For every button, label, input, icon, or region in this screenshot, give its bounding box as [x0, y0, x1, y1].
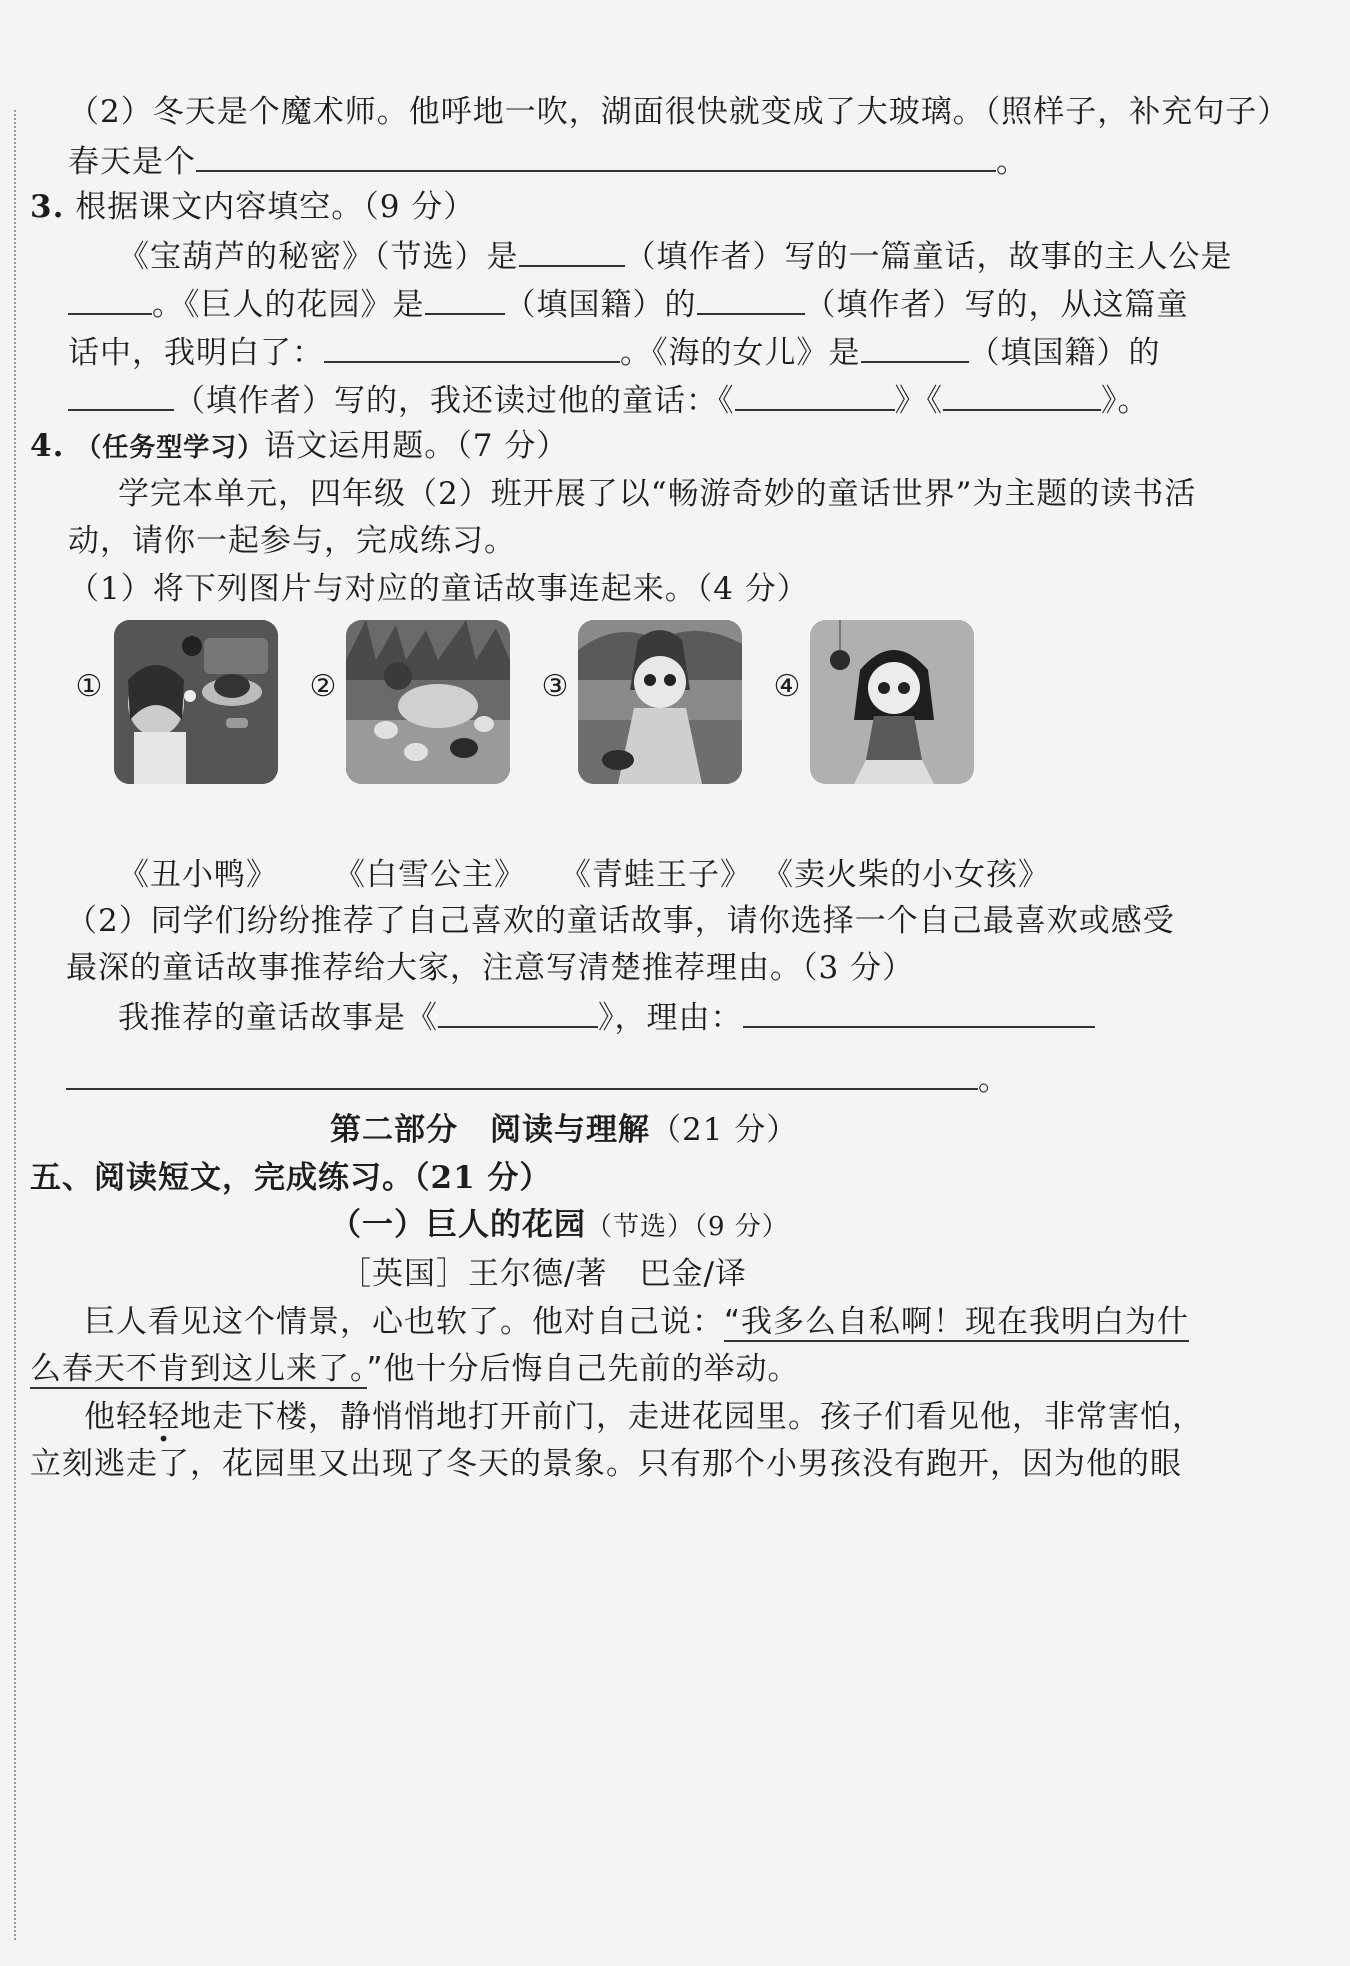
- pic-label-3: ③: [541, 669, 569, 704]
- underlined-quote: “我多么自私啊！现在我明白为什: [724, 1304, 1190, 1340]
- passage-author: ［英国］王尔德/著 巴金/译: [340, 1256, 747, 1292]
- recommend-title-blank[interactable]: [438, 996, 598, 1028]
- q3-line-1: 《宝葫芦的秘密》（节选）是 （填作者）写的一篇童话，故事的主人公是: [118, 235, 1233, 277]
- author-blank-3[interactable]: [68, 379, 174, 411]
- section5-heading: 五、阅读短文，完成练习。（21 分）: [30, 1160, 552, 1196]
- part2-heading: 第二部分 阅读与理解（21 分）: [330, 1112, 799, 1148]
- q4-intro-2: 动，请你一起参与，完成练习。: [68, 523, 516, 559]
- author-blank-2[interactable]: [697, 283, 805, 315]
- passage-para-1-line-2: 么春天不肯到这儿来了。”他十分后悔自己先前的举动。: [30, 1351, 800, 1387]
- author-blank[interactable]: [519, 235, 625, 267]
- pic-label-4: ④: [773, 669, 801, 704]
- story-blank-2[interactable]: [943, 379, 1101, 411]
- story-match-girl[interactable]: 《卖火柴的小女孩》: [762, 857, 1050, 893]
- answer-blank[interactable]: [196, 140, 996, 172]
- reason-continue-line: 。: [66, 1058, 1010, 1100]
- protagonist-blank[interactable]: [68, 283, 152, 315]
- story-frog-prince[interactable]: 《青蛙王子》: [560, 857, 752, 893]
- passage-para-2-line-2: 立刻逃走了，花园里又出现了冬天的景象。只有那个小男孩没有跑开，因为他的眼: [30, 1446, 1182, 1482]
- understanding-blank[interactable]: [324, 331, 620, 363]
- binding-margin-line: [14, 110, 16, 1940]
- q4-sub-1: （1）将下列图片与对应的童话故事连起来。（4 分）: [68, 571, 809, 607]
- pic-label-2: ②: [309, 669, 337, 704]
- story-blank-1[interactable]: [735, 379, 895, 411]
- nationality-blank-2[interactable]: [861, 331, 969, 363]
- q4-heading: 4. （任务型学习）语文运用题。（7 分）: [30, 428, 569, 464]
- emphasized-word: 轻轻地: [116, 1399, 212, 1435]
- picture-match-girl[interactable]: [114, 620, 278, 784]
- q3-line-2: 。《巨人的花园》是 （填国籍）的 （填作者）写的，从这篇童: [68, 283, 1189, 325]
- passage-para-1-line-1: 巨人看见这个情景，心也软了。他对自己说：“我多么自私啊！现在我明白为什: [84, 1304, 1190, 1340]
- match-girl-illustration-icon: [114, 620, 278, 784]
- recommend-line: 我推荐的童话故事是《 》，理由：: [118, 996, 1095, 1038]
- story-snow-white[interactable]: 《白雪公主》: [334, 857, 526, 893]
- q3-line-3: 话中，我明白了： 。《海的女儿》是 （填国籍）的: [68, 331, 1161, 373]
- passage-para-2-line-1: 他轻轻地走下楼，静悄悄地打开前门，走进花园里。孩子们看见他，非常害怕，: [84, 1399, 1204, 1435]
- story-ugly-duckling[interactable]: 《丑小鸭》: [118, 857, 278, 893]
- ugly-duckling-illustration-icon: [346, 620, 510, 784]
- passage-title: （一）巨人的花园（节选）（9 分）: [330, 1207, 789, 1243]
- picture-snow-white[interactable]: [810, 620, 974, 784]
- snow-white-illustration-icon: [810, 620, 974, 784]
- q4-intro-1: 学完本单元，四年级（2）班开展了以“畅游奇妙的童话世界”为主题的读书活: [118, 476, 1197, 512]
- q2-2-prompt: （2）冬天是个魔术师。他呼地一吹，湖面很快就变成了大玻璃。（照样子，补充句子）: [68, 94, 1290, 130]
- q2-2-answer-line: 春天是个 。: [68, 140, 1028, 182]
- picture-frog-prince[interactable]: [578, 620, 742, 784]
- frog-prince-illustration-icon: [578, 620, 742, 784]
- underlined-quote-end: 么春天不肯到这儿来了。: [30, 1351, 367, 1387]
- q4-sub-2-line-1: （2）同学们纷纷推荐了自己喜欢的童话故事，请你选择一个自己最喜欢或感受: [66, 903, 1175, 939]
- q3-line-4: （填作者）写的，我还读过他的童话：《 》《 》。: [68, 379, 1150, 421]
- picture-ugly-duckling[interactable]: [346, 620, 510, 784]
- reason-blank-2[interactable]: [66, 1058, 978, 1090]
- q3-heading: 3. 根据课文内容填空。（9 分）: [30, 189, 476, 225]
- reason-blank[interactable]: [743, 996, 1095, 1028]
- pic-label-1: ①: [75, 669, 103, 704]
- nationality-blank[interactable]: [425, 283, 505, 315]
- q4-sub-2-line-2: 最深的童话故事推荐给大家，注意写清楚推荐理由。（3 分）: [66, 950, 915, 986]
